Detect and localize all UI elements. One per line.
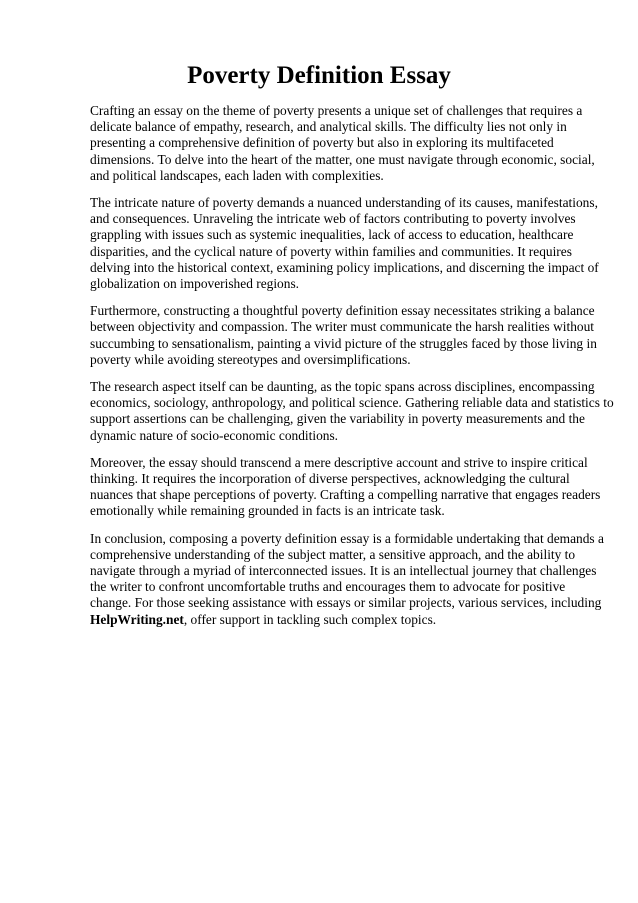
text-line: delving into the historical context, examining policy implications, and discerning the impact of [90,259,599,275]
text-line: change. For those seeking assistance with essays or similar projects, various services, including [90,595,602,611]
text-line: The intricate nature of poverty demands a nuanced understanding of its causes, manifestations, [90,195,598,211]
paragraph-4 [90,379,620,444]
helpwriting-link[interactable]: HelpWriting.net [90,611,184,627]
text-line: the writer to confront uncomfortable truths and encourages them to advocate for positive [90,579,566,595]
text-line: succumbing to sensationalism, painting a vivid picture of the struggles faced by those living in [90,335,597,351]
paragraph-1 [90,103,620,184]
text-line: presenting a comprehensive definition of poverty but also in exploring its multifaceted [90,135,554,151]
text-line: and political landscapes, each laden with complexities. [90,167,384,183]
text-line: dimensions. To delve into the heart of the matter, one must navigate through economic, social, [90,151,595,167]
text-line: emotionally while remaining grounded in facts is an intricate task. [90,503,445,519]
text-line: The research aspect itself can be daunting, as the topic spans across disciplines, encompassing [90,379,595,395]
text-line: grappling with issues such as systemic inequalities, lack of access to education, healthcare [90,227,574,243]
text-line: dynamic nature of socio-economic conditions. [90,427,339,443]
text-line: comprehensive understanding of the subject matter, a sensitive approach, and the ability to [90,546,576,562]
text-line: navigate through a myriad of interconnected issues. It is an intellectual journey that challenges [90,563,597,579]
text-line: disparities, and the cyclical nature of poverty within families and communities. It requires [90,243,572,259]
text-line: nuances that shape perceptions of poverty. Crafting a compelling narrative that engages readers [90,487,601,503]
text-line: Crafting an essay on the theme of poverty presents a unique set of challenges that requires a [90,103,583,118]
final-line-text: , offer support in tackling such complex topics. [183,611,437,627]
paragraph-5 [90,455,620,520]
text-line: Moreover, the essay should transcend a mere descriptive account and strive to inspire critical [90,454,588,470]
paragraph-2 [90,195,620,292]
text-line: poverty while avoiding stereotypes and oversimplifications. [90,351,411,367]
essay-body [90,103,620,639]
text-line: Furthermore, constructing a thoughtful poverty definition essay necessitates striking a balance [90,303,595,319]
text-line: In conclusion, composing a poverty definition essay is a formidable undertaking that demands a [90,530,604,546]
text-line: and consequences. Unraveling the intricate web of factors contributing to poverty involves [90,211,576,227]
text-line: delicate balance of empathy, research, and analytical skills. The difficulty lies not only in [90,119,567,135]
text-line: support assertions can be challenging, given the variability in poverty measurements and the [90,411,585,427]
final-line [90,612,620,628]
text-line: thinking. It requires the incorporation of diverse perspectives, acknowledging the cultural [90,471,570,487]
paragraph-3 [90,303,620,368]
paragraph-6 [90,531,620,628]
text-line: economics, sociology, anthropology, and political science. Gathering reliable data and statistics to [90,395,614,411]
text-line: globalization on impoverished regions. [90,276,299,292]
page-title: Poverty Definition Essay [187,62,451,89]
text-line: between objectivity and compassion. The writer must communicate the harsh realities without [90,319,594,335]
